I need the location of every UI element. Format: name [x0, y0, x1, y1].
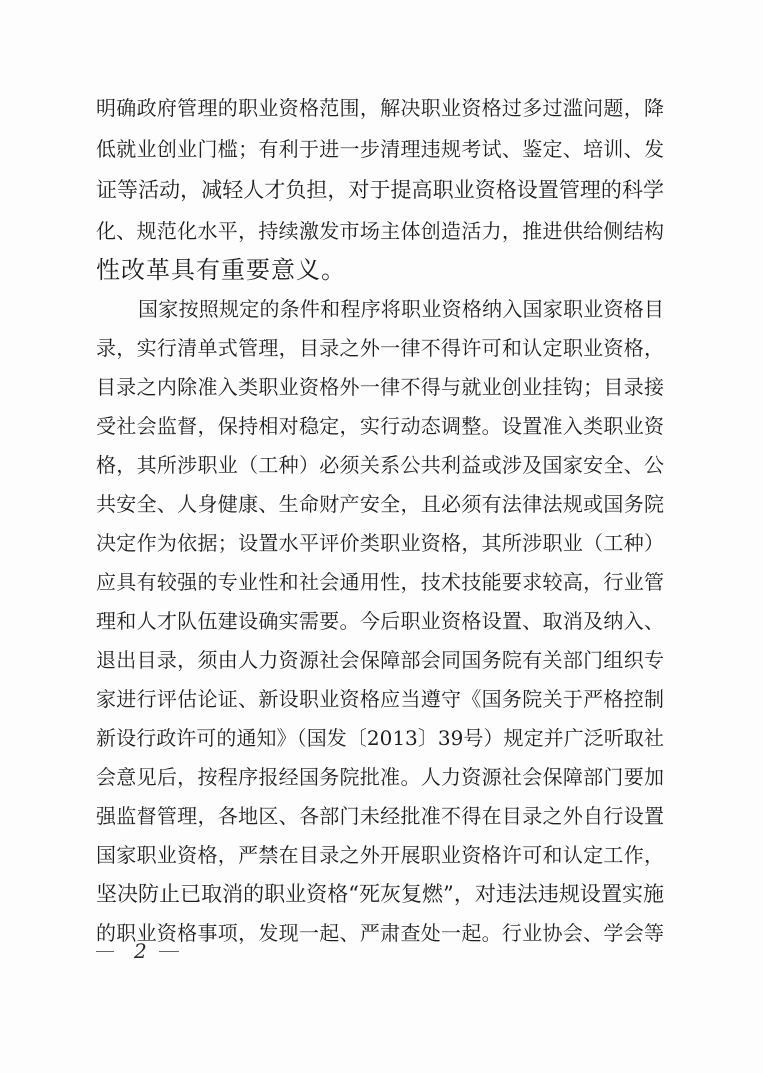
text-line-2: 低就业创业门槛；有利于进一步清理违规考试、鉴定、培训、发	[96, 137, 664, 161]
page-number-left-dash	[96, 951, 114, 952]
text-line-19: 强监督管理，各地区、各部门未经批准不得在目录之外自行设置	[96, 804, 664, 828]
text-line-10: 格，其所涉职业（工种）必须关系公共利益或涉及国家安全、公	[96, 453, 664, 477]
paragraph-2-first-line: 国家按照规定的条件和程序将职业资格纳入国家职业资格目	[138, 297, 664, 321]
text-line-7: 录，实行清单式管理，目录之外一律不得许可和认定职业资格，	[96, 336, 664, 360]
text-line-16: 家进行评估论证、新设职业资格应当遵守《国务院关于严格控制	[96, 687, 664, 711]
page-number	[96, 938, 179, 964]
text-line-3: 证等活动，减轻人才负担，对于提高职业资格设置管理的科学	[96, 178, 664, 202]
text-line-4: 化、规范化水平，持续激发市场主体创造活力，推进供给侧结构	[96, 219, 664, 243]
text-line-12: 决定作为依据；设置水平评价类职业资格，其所涉职业（工种）	[96, 531, 664, 555]
text-line-5: 性改革具有重要意义。	[96, 256, 346, 284]
text-line-1: 明确政府管理的职业资格范围，解决职业资格过多过滥问题，降	[96, 96, 664, 120]
text-line-8: 目录之内除准入类职业资格外一律不得与就业创业挂钩；目录接	[96, 375, 664, 399]
page-number-value: 2	[134, 939, 147, 963]
page-number-right-dash	[159, 951, 179, 952]
text-line-17: 新设行政许可的通知》（国发〔2013〕39号）规定并广泛听取社	[96, 726, 664, 750]
text-line-11: 共安全、人身健康、生命财产安全，且必须有法律法规或国务院	[96, 492, 664, 516]
text-line-13: 应具有较强的专业性和社会通用性，技术技能要求较高，行业管	[96, 570, 664, 594]
text-line-18: 会意见后，按程序报经国务院批准。人力资源社会保障部门要加	[96, 765, 664, 789]
text-line-15: 退出目录，须由人力资源社会保障部会同国务院有关部门组织专	[96, 648, 664, 672]
text-line-22: 的职业资格事项，发现一起、严肃查处一起。行业协会、学会等	[96, 921, 664, 945]
text-line-14: 理和人才队伍建设确实需要。今后职业资格设置、取消及纳入、	[96, 609, 664, 633]
text-line-21: 坚决防止已取消的职业资格“死灰复燃”，对违法违规设置实施	[96, 882, 664, 906]
text-line-9: 受社会监督，保持相对稳定，实行动态调整。设置准入类职业资	[96, 414, 664, 438]
text-line-20: 国家职业资格，严禁在目录之外开展职业资格许可和认定工作，	[96, 843, 664, 867]
